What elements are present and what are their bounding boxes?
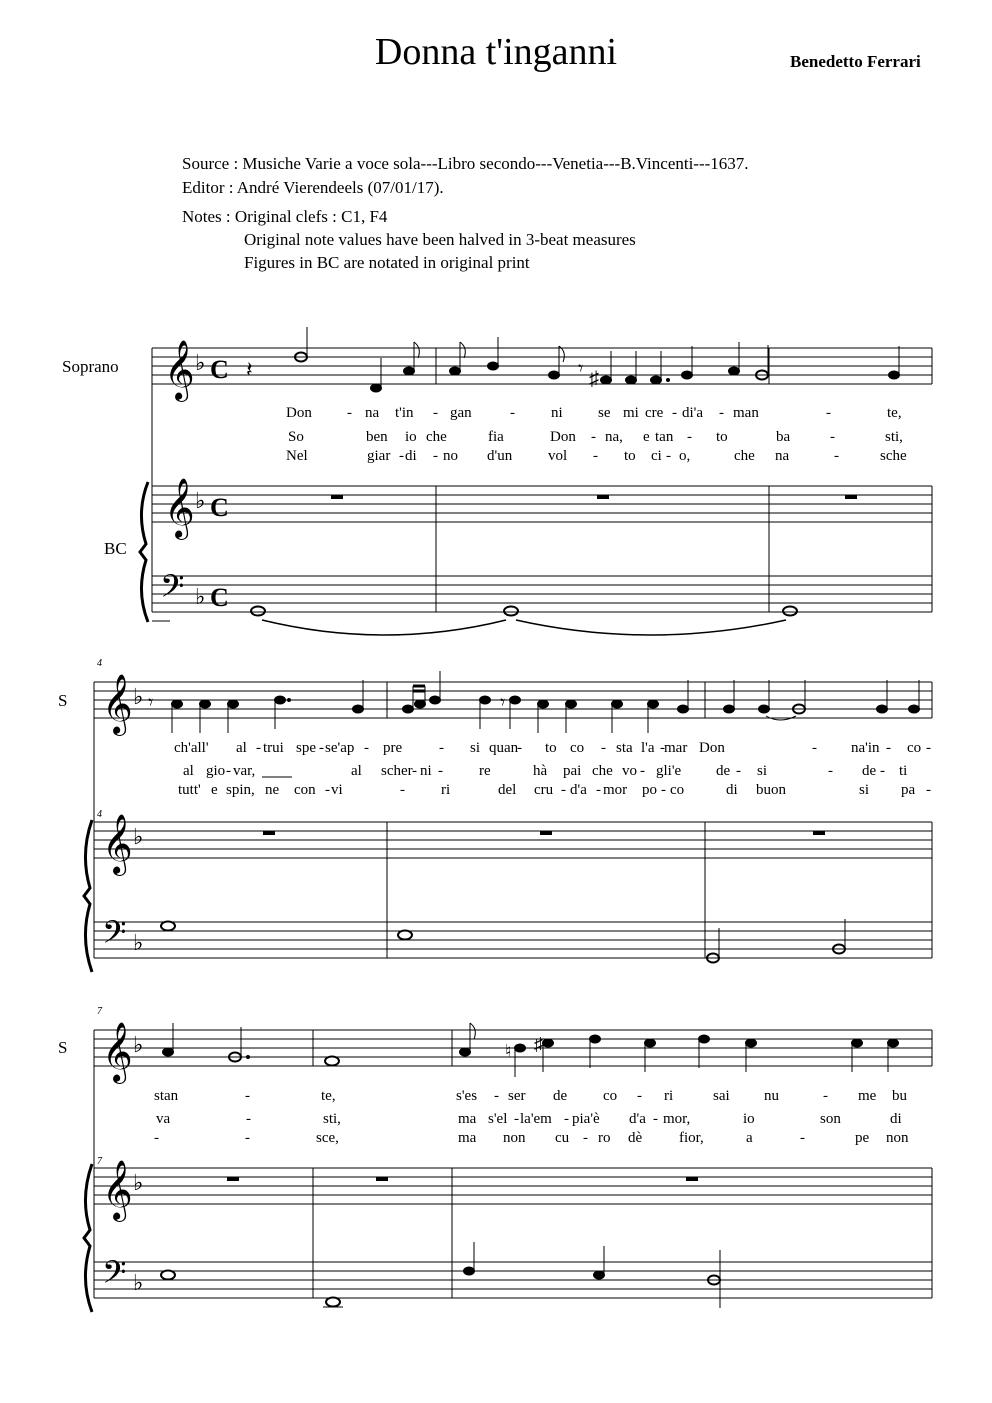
svg-text:Don: Don bbox=[550, 429, 576, 445]
svg-text:al: al bbox=[236, 740, 247, 756]
measure-number: 4 bbox=[97, 658, 102, 669]
svg-text:cre: cre bbox=[645, 405, 664, 421]
system-1 bbox=[62, 327, 932, 635]
staff-bc-bass-2 bbox=[94, 916, 932, 963]
svg-text:son: son bbox=[820, 1111, 841, 1127]
svg-text:-: - bbox=[325, 782, 330, 798]
lyrics-system-2 bbox=[174, 740, 931, 798]
svg-text:-: - bbox=[154, 1130, 159, 1146]
svg-text:si: si bbox=[470, 740, 481, 756]
lyric-line-2 bbox=[288, 429, 903, 445]
svg-text:vi: vi bbox=[331, 782, 343, 798]
svg-text:♮: ♮ bbox=[505, 1041, 512, 1061]
svg-text:non: non bbox=[886, 1130, 909, 1146]
whole-rest-icon bbox=[227, 1177, 239, 1181]
lyric-line-3 bbox=[286, 448, 907, 464]
svg-text:te,: te, bbox=[887, 405, 902, 421]
staff-soprano bbox=[152, 327, 932, 402]
notes-soprano-2 bbox=[148, 671, 920, 733]
svg-text:fior,: fior, bbox=[679, 1130, 704, 1146]
svg-text:ni: ni bbox=[551, 405, 563, 421]
svg-text:sti,: sti, bbox=[323, 1111, 341, 1127]
svg-text:spe: spe bbox=[296, 740, 316, 756]
svg-text:al: al bbox=[351, 763, 362, 779]
svg-text:𝄾: 𝄾 bbox=[500, 692, 506, 714]
svg-text:-: - bbox=[826, 405, 831, 421]
svg-text:var,: var, bbox=[233, 763, 256, 779]
svg-text:sche: sche bbox=[880, 448, 907, 464]
svg-text:de: de bbox=[716, 763, 731, 779]
svg-text:-: - bbox=[926, 782, 931, 798]
measure-number: 4 bbox=[97, 809, 102, 820]
svg-text:sai: sai bbox=[713, 1088, 730, 1104]
svg-text:-: - bbox=[660, 740, 665, 756]
svg-text:non: non bbox=[503, 1130, 526, 1146]
svg-text:scher: scher bbox=[381, 763, 413, 779]
staff-bc-treble-1 bbox=[152, 478, 932, 612]
whole-rest-icon bbox=[540, 831, 552, 835]
svg-text:-: - bbox=[591, 429, 596, 445]
svg-text:bu: bu bbox=[892, 1088, 907, 1104]
treble-clef-icon: 𝄞 bbox=[102, 816, 133, 873]
svg-text:-: - bbox=[637, 1088, 642, 1104]
svg-text:io: io bbox=[743, 1111, 755, 1127]
notes-soprano-1 bbox=[295, 327, 900, 392]
svg-text:s'es: s'es bbox=[456, 1088, 478, 1104]
svg-text:-: - bbox=[719, 405, 724, 421]
lyrics-system-1 bbox=[286, 405, 907, 464]
staff-bc-treble-2 bbox=[94, 814, 932, 958]
svg-text:tan: tan bbox=[655, 429, 674, 445]
flat-icon: ♭ bbox=[133, 930, 144, 955]
svg-text:co: co bbox=[670, 782, 685, 798]
svg-text:gio: gio bbox=[206, 763, 226, 779]
svg-text:pai: pai bbox=[563, 763, 582, 779]
svg-text:mar: mar bbox=[664, 740, 688, 756]
svg-text:spin,: spin, bbox=[226, 782, 255, 798]
svg-text:ro: ro bbox=[598, 1130, 611, 1146]
svg-text:-: - bbox=[828, 763, 833, 779]
flat-icon: ♭ bbox=[133, 684, 144, 709]
svg-text:po: po bbox=[642, 782, 657, 798]
svg-text:-: - bbox=[433, 405, 438, 421]
svg-text:-: - bbox=[245, 1130, 250, 1146]
flat-icon: ♭ bbox=[195, 488, 206, 513]
flat-icon: ♭ bbox=[133, 1170, 144, 1195]
part-label-soprano-abbr: S bbox=[58, 1038, 68, 1057]
svg-text:di: di bbox=[726, 782, 738, 798]
notes-soprano-3 bbox=[163, 1023, 899, 1077]
svg-text:Don: Don bbox=[699, 740, 725, 756]
svg-text:pia'è: pia'è bbox=[572, 1111, 600, 1127]
treble-clef-icon: 𝄞 bbox=[102, 1024, 133, 1081]
flat-icon: ♭ bbox=[133, 1032, 144, 1057]
notes-bc-2 bbox=[161, 919, 845, 963]
svg-text:trui: trui bbox=[263, 740, 284, 756]
svg-text:-: - bbox=[886, 740, 891, 756]
svg-text:-: - bbox=[514, 1111, 519, 1127]
svg-text:mor: mor bbox=[603, 782, 628, 798]
svg-text:ma: ma bbox=[458, 1111, 477, 1127]
svg-text:o,: o, bbox=[679, 448, 691, 464]
svg-text:na'in: na'in bbox=[851, 740, 880, 756]
whole-rest-icon bbox=[686, 1177, 698, 1181]
lyric-line-3 bbox=[178, 782, 931, 798]
whole-rest-icon bbox=[813, 831, 825, 835]
svg-text:-: - bbox=[494, 1088, 499, 1104]
svg-text:e: e bbox=[211, 782, 218, 798]
treble-clef-icon: 𝄞 bbox=[164, 480, 195, 537]
svg-text:-: - bbox=[583, 1130, 588, 1146]
svg-text:co: co bbox=[907, 740, 922, 756]
svg-text:pe: pe bbox=[855, 1130, 870, 1146]
svg-text:gli'e: gli'e bbox=[656, 763, 682, 779]
svg-text:mi: mi bbox=[623, 405, 639, 421]
svg-text:-: - bbox=[666, 448, 671, 464]
svg-text:-: - bbox=[246, 1111, 251, 1127]
treble-clef-icon: 𝄞 bbox=[102, 1162, 133, 1219]
lyrics-system-3 bbox=[154, 1088, 909, 1146]
svg-text:d'un: d'un bbox=[487, 448, 513, 464]
svg-text:-: - bbox=[593, 448, 598, 464]
svg-text:-: - bbox=[510, 405, 515, 421]
svg-text:a: a bbox=[746, 1130, 753, 1146]
time-signature: C bbox=[210, 355, 229, 384]
svg-text:ne: ne bbox=[265, 782, 280, 798]
svg-text:d'a: d'a bbox=[570, 782, 587, 798]
svg-text:con: con bbox=[294, 782, 316, 798]
svg-text:♯: ♯ bbox=[589, 368, 599, 390]
svg-text:ri: ri bbox=[441, 782, 451, 798]
svg-text:-: - bbox=[601, 740, 606, 756]
svg-text:ci: ci bbox=[651, 448, 662, 464]
svg-text:-: - bbox=[439, 740, 444, 756]
svg-text:𝄾: 𝄾 bbox=[578, 358, 584, 380]
measure-number: 7 bbox=[97, 1156, 102, 1167]
svg-text:ri: ri bbox=[664, 1088, 674, 1104]
svg-text:buon: buon bbox=[756, 782, 786, 798]
brace-bc-2 bbox=[84, 820, 92, 972]
whole-rest-icon bbox=[331, 495, 343, 499]
svg-text:So: So bbox=[288, 429, 304, 445]
lyric-line-2 bbox=[156, 1111, 902, 1127]
svg-text:-: - bbox=[364, 740, 369, 756]
svg-text:si: si bbox=[859, 782, 870, 798]
svg-text:sti,: sti, bbox=[885, 429, 903, 445]
svg-text:vol: vol bbox=[548, 448, 568, 464]
svg-text:s'el: s'el bbox=[488, 1111, 508, 1127]
lyric-line-1 bbox=[174, 740, 931, 756]
svg-text:Don: Don bbox=[286, 405, 312, 421]
svg-text:ben: ben bbox=[366, 429, 388, 445]
svg-text:-: - bbox=[412, 763, 417, 779]
notes-bc-1 bbox=[152, 607, 797, 636]
score-title: Donna t'inganni bbox=[374, 31, 618, 73]
bass-clef-icon: 𝄢 bbox=[102, 916, 127, 958]
svg-text:na: na bbox=[775, 448, 790, 464]
svg-text:-: - bbox=[319, 740, 324, 756]
measure-number: 7 bbox=[97, 1006, 102, 1017]
whole-rest-icon bbox=[845, 495, 857, 499]
flat-icon: ♭ bbox=[133, 824, 144, 849]
svg-text:sta: sta bbox=[616, 740, 633, 756]
system-2 bbox=[58, 658, 932, 972]
svg-text:ch'all': ch'all' bbox=[174, 740, 209, 756]
svg-text:di: di bbox=[890, 1111, 902, 1127]
svg-text:co: co bbox=[570, 740, 585, 756]
system-3 bbox=[58, 1006, 932, 1312]
lyric-line-1 bbox=[154, 1088, 908, 1104]
svg-text:to: to bbox=[545, 740, 557, 756]
svg-text:di: di bbox=[405, 448, 417, 464]
svg-text:-: - bbox=[823, 1088, 828, 1104]
svg-text:fia: fia bbox=[488, 429, 504, 445]
svg-text:-: - bbox=[596, 782, 601, 798]
svg-text:co: co bbox=[603, 1088, 618, 1104]
svg-text:di'a: di'a bbox=[682, 405, 704, 421]
svg-text:ser: ser bbox=[508, 1088, 526, 1104]
svg-text:va: va bbox=[156, 1111, 171, 1127]
brace-bc-1 bbox=[140, 482, 148, 622]
staff-bc-bass-3 bbox=[94, 1242, 932, 1308]
svg-text:che: che bbox=[592, 763, 613, 779]
time-signature: C bbox=[210, 493, 229, 522]
part-label-soprano-abbr: S bbox=[58, 691, 68, 710]
svg-text:to: to bbox=[716, 429, 728, 445]
treble-clef-icon: 𝄞 bbox=[164, 342, 195, 399]
time-signature: C bbox=[210, 583, 229, 612]
svg-text:cu: cu bbox=[555, 1130, 570, 1146]
svg-text:te,: te, bbox=[321, 1088, 336, 1104]
note-values-note: Original note values have been halved in 3-beat measures bbox=[244, 230, 636, 249]
svg-text:t'in: t'in bbox=[395, 405, 414, 421]
editor-note: Editor : André Vierendeels (07/01/17). bbox=[182, 178, 444, 197]
rest-icon: 𝄽 bbox=[246, 357, 253, 382]
svg-text:se'ap: se'ap bbox=[325, 740, 355, 756]
svg-text:-: - bbox=[812, 740, 817, 756]
svg-text:Nel: Nel bbox=[286, 448, 308, 464]
svg-text:cru: cru bbox=[534, 782, 554, 798]
svg-text:-: - bbox=[564, 1111, 569, 1127]
svg-text:-: - bbox=[687, 429, 692, 445]
svg-text:-: - bbox=[245, 1088, 250, 1104]
svg-text:-: - bbox=[830, 429, 835, 445]
whole-rest-icon bbox=[376, 1177, 388, 1181]
svg-text:io: io bbox=[405, 429, 417, 445]
staff-soprano-3 bbox=[94, 1022, 932, 1084]
svg-text:♯: ♯ bbox=[534, 1034, 543, 1054]
svg-text:na: na bbox=[365, 405, 380, 421]
figures-note: Figures in BC are notated in original print bbox=[244, 253, 530, 272]
brace-bc-3 bbox=[84, 1164, 92, 1312]
svg-text:dè: dè bbox=[628, 1130, 643, 1146]
svg-text:giar: giar bbox=[367, 448, 391, 464]
svg-text:-: - bbox=[433, 448, 438, 464]
svg-text:sce,: sce, bbox=[316, 1130, 339, 1146]
svg-text:-: - bbox=[926, 740, 931, 756]
whole-rest-icon bbox=[263, 831, 275, 835]
svg-text:-: - bbox=[736, 763, 741, 779]
svg-text:-: - bbox=[800, 1130, 805, 1146]
svg-text:de: de bbox=[553, 1088, 568, 1104]
svg-text:nu: nu bbox=[764, 1088, 779, 1104]
svg-text:del: del bbox=[498, 782, 517, 798]
svg-text:re: re bbox=[479, 763, 491, 779]
svg-text:-: - bbox=[561, 782, 566, 798]
svg-text:-: - bbox=[880, 763, 885, 779]
svg-text:che: che bbox=[734, 448, 755, 464]
svg-text:na,: na, bbox=[605, 429, 623, 445]
svg-text:-: - bbox=[672, 405, 677, 421]
svg-text:-: - bbox=[834, 448, 839, 464]
lyric-line-2 bbox=[183, 763, 907, 779]
svg-text:gan: gan bbox=[450, 405, 472, 421]
svg-text:-: - bbox=[347, 405, 352, 421]
svg-text:ma: ma bbox=[458, 1130, 477, 1146]
svg-text:ti: ti bbox=[899, 763, 908, 779]
svg-text:de: de bbox=[862, 763, 877, 779]
staff-bc-treble-3 bbox=[94, 1160, 932, 1298]
svg-text:tutt': tutt' bbox=[178, 782, 201, 798]
staff-bc-bass-1 bbox=[152, 570, 932, 635]
bass-clef-icon: 𝄢 bbox=[102, 1256, 127, 1298]
svg-text:-: - bbox=[438, 763, 443, 779]
source-note: Source : Musiche Varie a voce sola---Libro secondo---Venetia---B.Vincenti---1637. bbox=[182, 154, 749, 173]
svg-text:la'em: la'em bbox=[520, 1111, 552, 1127]
svg-text:-: - bbox=[517, 740, 522, 756]
flat-icon: ♭ bbox=[133, 1270, 144, 1295]
bass-clef-icon: 𝄢 bbox=[160, 570, 185, 612]
svg-text:-: - bbox=[640, 763, 645, 779]
svg-text:mor,: mor, bbox=[663, 1111, 691, 1127]
svg-text:ni: ni bbox=[420, 763, 432, 779]
flat-icon: ♭ bbox=[195, 350, 206, 375]
treble-clef-icon: 𝄞 bbox=[102, 676, 133, 733]
svg-text:me: me bbox=[858, 1088, 877, 1104]
svg-text:pre: pre bbox=[383, 740, 403, 756]
svg-text:al: al bbox=[183, 763, 194, 779]
part-label-soprano: Soprano bbox=[62, 357, 119, 376]
svg-text:-: - bbox=[653, 1111, 658, 1127]
svg-text:-: - bbox=[399, 448, 404, 464]
svg-text:si: si bbox=[757, 763, 768, 779]
svg-text:no: no bbox=[443, 448, 458, 464]
lyric-line-1 bbox=[286, 405, 902, 421]
svg-text:l'a: l'a bbox=[641, 740, 655, 756]
svg-text:-: - bbox=[256, 740, 261, 756]
svg-text:ba: ba bbox=[776, 429, 791, 445]
svg-text:pa: pa bbox=[901, 782, 916, 798]
composer-name: Benedetto Ferrari bbox=[790, 52, 921, 71]
svg-text:quan: quan bbox=[489, 740, 519, 756]
svg-text:to: to bbox=[624, 448, 636, 464]
svg-text:man: man bbox=[733, 405, 759, 421]
svg-text:d'a: d'a bbox=[629, 1111, 646, 1127]
svg-text:-: - bbox=[226, 763, 231, 779]
svg-text:e: e bbox=[643, 429, 650, 445]
svg-text:-: - bbox=[400, 782, 405, 798]
svg-text:se: se bbox=[598, 405, 611, 421]
lyric-line-3 bbox=[154, 1130, 909, 1146]
flat-icon: ♭ bbox=[195, 584, 206, 609]
clefs-note: Notes : Original clefs : C1, F4 bbox=[182, 207, 388, 226]
svg-text:-: - bbox=[661, 782, 666, 798]
svg-text:hà: hà bbox=[533, 763, 548, 779]
svg-text:vo: vo bbox=[622, 763, 637, 779]
part-label-bc: BC bbox=[104, 539, 127, 558]
staff-soprano-2 bbox=[94, 671, 932, 736]
svg-text:che: che bbox=[426, 429, 447, 445]
svg-text:𝄾: 𝄾 bbox=[148, 692, 154, 714]
whole-rest-icon bbox=[597, 495, 609, 499]
svg-text:stan: stan bbox=[154, 1088, 179, 1104]
